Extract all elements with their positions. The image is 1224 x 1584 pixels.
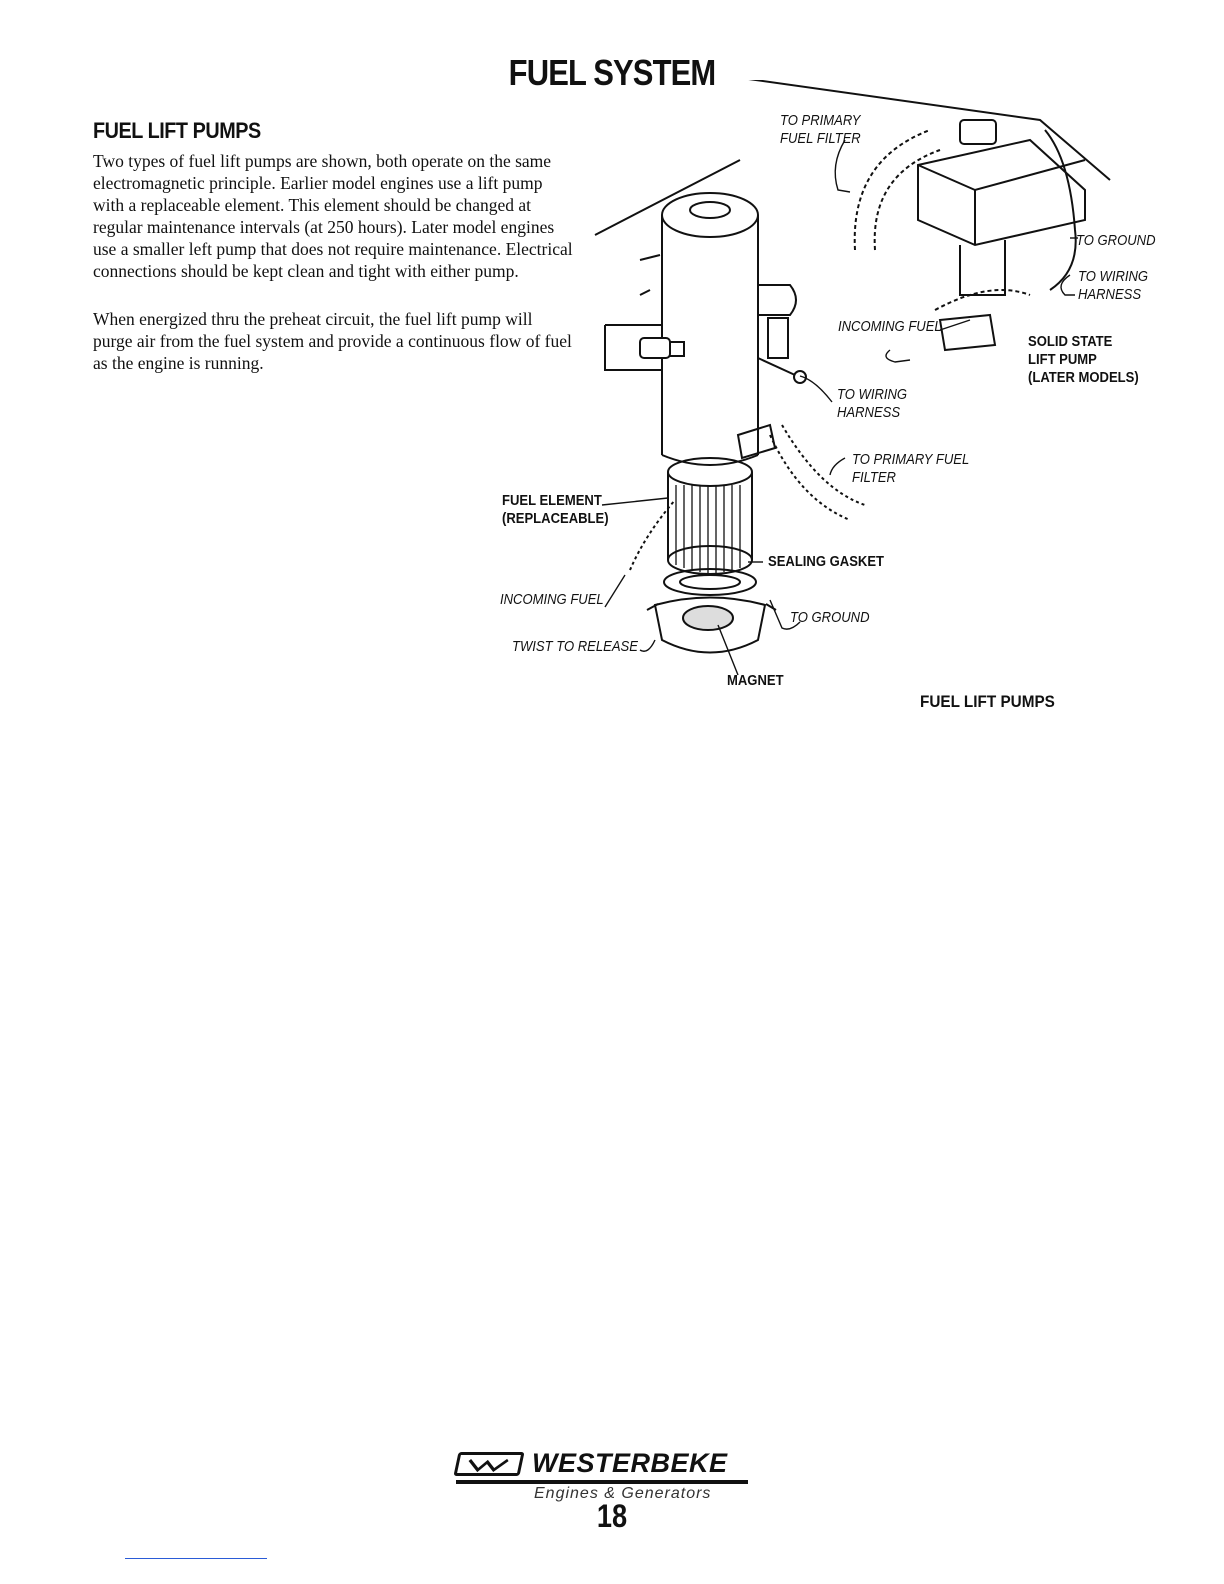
body-paragraph: Two types of fuel lift pumps are shown, both operate on the same electromagnetic principle. Earlier model engines use a lift pump with a replaceable element. This element should be changed at regular maintenance intervals (at 250 hours). Later model engines use a smaller left pump that does not require maintenance. Electrical connections should be kept clean and tight with either pump. — [93, 151, 573, 281]
label-to-ground-bottom: TO GROUND — [790, 610, 870, 626]
label-incoming-fuel-left: INCOMING FUEL — [500, 592, 604, 608]
brand-rule — [456, 1480, 748, 1484]
figure-caption: FUEL LIFT PUMPS — [920, 692, 1055, 711]
label-fuel-element: FUEL ELEMENT (REPLACEABLE) — [502, 493, 609, 527]
footer-rule — [125, 1558, 267, 1559]
westerbeke-w-icon — [453, 1452, 524, 1476]
brand-tagline: Engines & Generators — [534, 1485, 712, 1502]
label-solid-state-lift-pump: SOLID STATE LIFT PUMP (LATER MODELS) — [1028, 334, 1139, 386]
body-paragraph: When energized thru the preheat circuit, the fuel lift pump will purge air from the fuel system and provide a continuous flow of fuel as the engine is running. — [93, 309, 572, 373]
fuel-lift-pumps-figure — [470, 80, 1190, 720]
label-magnet: MAGNET — [727, 673, 784, 689]
label-twist-to-release: TWIST TO RELEASE — [512, 639, 638, 655]
page-number: 18 — [596, 1498, 628, 1534]
label-incoming-fuel-right: INCOMING FUEL — [838, 319, 942, 335]
label-to-ground-right: TO GROUND — [1076, 233, 1156, 249]
label-to-wiring-harness-right: TO WIRING HARNESS — [1078, 269, 1149, 303]
label-sealing-gasket: SEALING GASKET — [768, 554, 885, 570]
brand-name: WESTERBEKE — [532, 1448, 728, 1478]
label-to-wiring-harness-center: TO WIRING HARNESS — [837, 387, 908, 421]
page-title: FUEL SYSTEM — [508, 52, 716, 93]
label-to-primary-fuel-filter-center: TO PRIMARY FUEL FILTER — [852, 452, 970, 486]
section-heading: FUEL LIFT PUMPS — [93, 118, 261, 143]
label-to-primary-fuel-filter-top: TO PRIMARY FUEL FILTER — [780, 113, 861, 147]
